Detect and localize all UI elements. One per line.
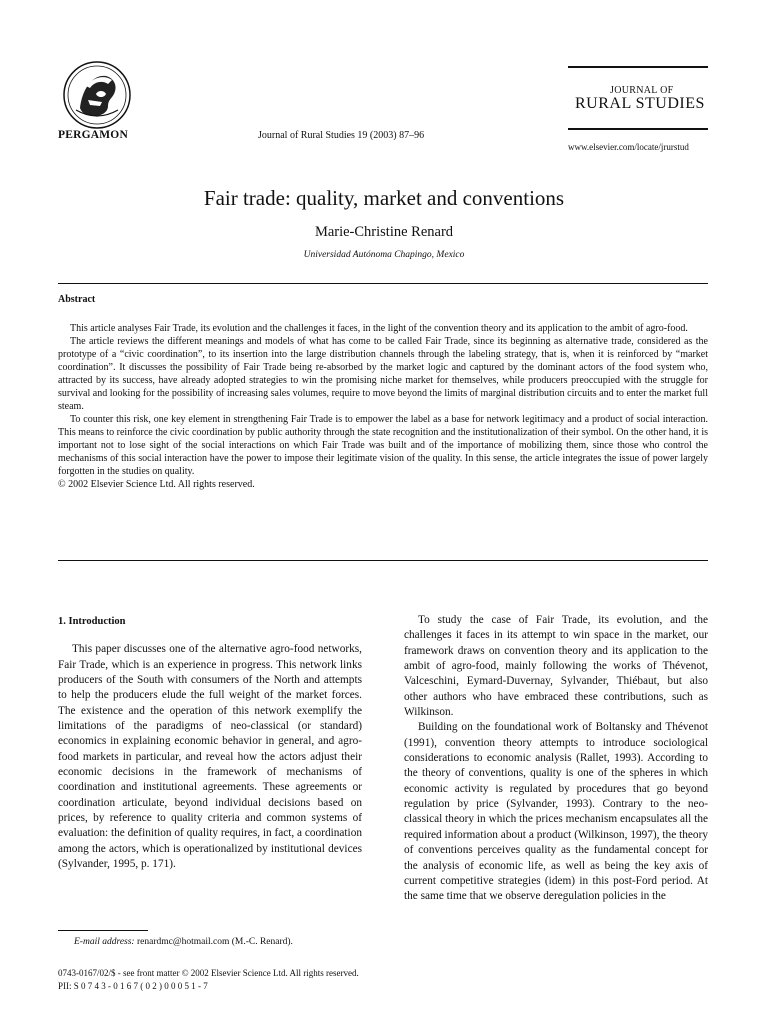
journal-citation: Journal of Rural Studies 19 (2003) 87–96 [258,130,425,141]
email-label: E-mail address: [74,937,135,947]
intro-paragraph-2: To study the case of Fair Trade, its evolution, and the challenges it faces in its attempt to win space in the market, our framework draws on convention theory and its application to the ambit of agro-food, mainly following the works of Thévenot, Valceschini, Eymard-Duvernay, Sylvander, Thiébaut, but also other authors who have embraced these contributions, such as Wilkinson. [404,614,708,719]
email-value[interactable]: renardmc@hotmail.com (M.-C. Renard). [136,937,293,947]
abstract-paragraph-2: The article reviews the different meanings and models of what has come to be called Fair Trade, since its beginning as alternative trade, considered as the prototype of a “civic coordination”, to its insertion into the large distribution channels through the labeling strategy, that is, when it is reinforced by “market coordination”. It discusses the possibility of Fair Trade being re-absorbed by the market logic and captured by the dominant actors of the food system who, attracted by its success, have already adopted strategies to win the promising niche market for themselves, while producers preoccupied with the struggle for survival and looking for the possibility of increasing sales volumes, require to move beyond the limits of marginal distribution circuits and to enter the market full steam. [58,336,708,412]
pergamon-logo-icon [62,60,132,130]
author-affiliation: Universidad Autónoma Chapingo, Mexico [303,250,465,260]
abstract-rule-bottom [58,560,708,561]
front-matter-line: 0743-0167/02/$ - see front matter © 2002 Elsevier Science Ltd. All rights reserved. [58,968,359,978]
journal-rule-top [568,66,708,68]
article-title: Fair trade: quality, market and conventions [203,186,565,210]
abstract-paragraph-3: To counter this risk, one key element in strengthening Fair Trade is to empower the label as a base for network legitimacy and a product of social interaction. This means to reinforce the civic coordination by public authority through the state recognition and the institutionalization of their symbol. On the other hand, it is important not to lose sight of the social interactions on which Fair Trade was built and of the importance of mobilizing them, since those who control the mechanisms of this social interaction have the power to impose their legitimate vision of the quality. In this sense, the article integrates the issue of power largely forgotten in the studies on quality. [58,414,708,477]
journal-url[interactable]: www.elsevier.com/locate/jrurstud [568,142,689,152]
abstract-copyright: © 2002 Elsevier Science Ltd. All rights reserved. [58,479,255,490]
section-heading: 1. Introduction [58,616,126,627]
article-author: Marie-Christine Renard [314,224,454,240]
intro-paragraph-3: Building on the foundational work of Boltansky and Thévenot (1991), convention theory attempts to introduce sociological considerations to economic analysis (Rallet, 1993). According to the theory of conventions, quality is one of the spheres in which economic activity is regulated by procedures that go beyond regulation by price (Sylvander, 1993). Contrary to the neo-classical theory in which the prices mechanism encapsulates all the required information about a product (Wilkinson, 1997), the theory of conventions perceives quality as the fundamental concept for the analysis of economic life, as well as being the key axis of current competitive strategies (idem) in this post-Ford period. At the same time that we observe deregulation policies in the [404,721,708,903]
abstract-rule-top [58,283,708,284]
abstract-paragraph-1: This article analyses Fair Trade, its evolution and the challenges it faces, in the light of the convention theory and its application to the ambit of agro-food. [70,323,688,334]
left-column [58,614,362,873]
journal-name: RURAL STUDIES [575,95,705,112]
footnote-email [74,937,293,947]
abstract-body [58,322,708,491]
right-column [404,613,708,905]
footnote-rule [58,930,148,931]
journal-of-label: JOURNAL OF [610,85,674,96]
journal-rule-bottom [568,128,708,130]
publisher-name: PERGAMON [58,129,128,141]
pii-line: PII: S 0 7 4 3 - 0 1 6 7 ( 0 2 ) 0 0 0 5 1 - 7 [58,981,208,991]
intro-paragraph-1: This paper discusses one of the alternative agro-food networks, Fair Trade, which is an experience in progress. This network links producers of the South with consumers of the North and attempts to help the producers elude the full weight of the market forces. The existence and the operation of this network exemplify the limitations of the paradigms of neo-classical (or standard) economics in explaining economic behavior in general, and agro-food markets in particular, and reveal how the actors adjust their economic decisions in the framework of mechanisms of coordination and institutional agreements. These agreements or coordination articulate, beyond individual decisions based on prices, by reference to quality criteria and common systems of evaluation: the definition of quality requires, in fact, a coordination among the actors, which is operationalized by institutional devices (Sylvander, 1995, p. 171). [58,643,362,871]
abstract-heading: Abstract [58,294,96,305]
